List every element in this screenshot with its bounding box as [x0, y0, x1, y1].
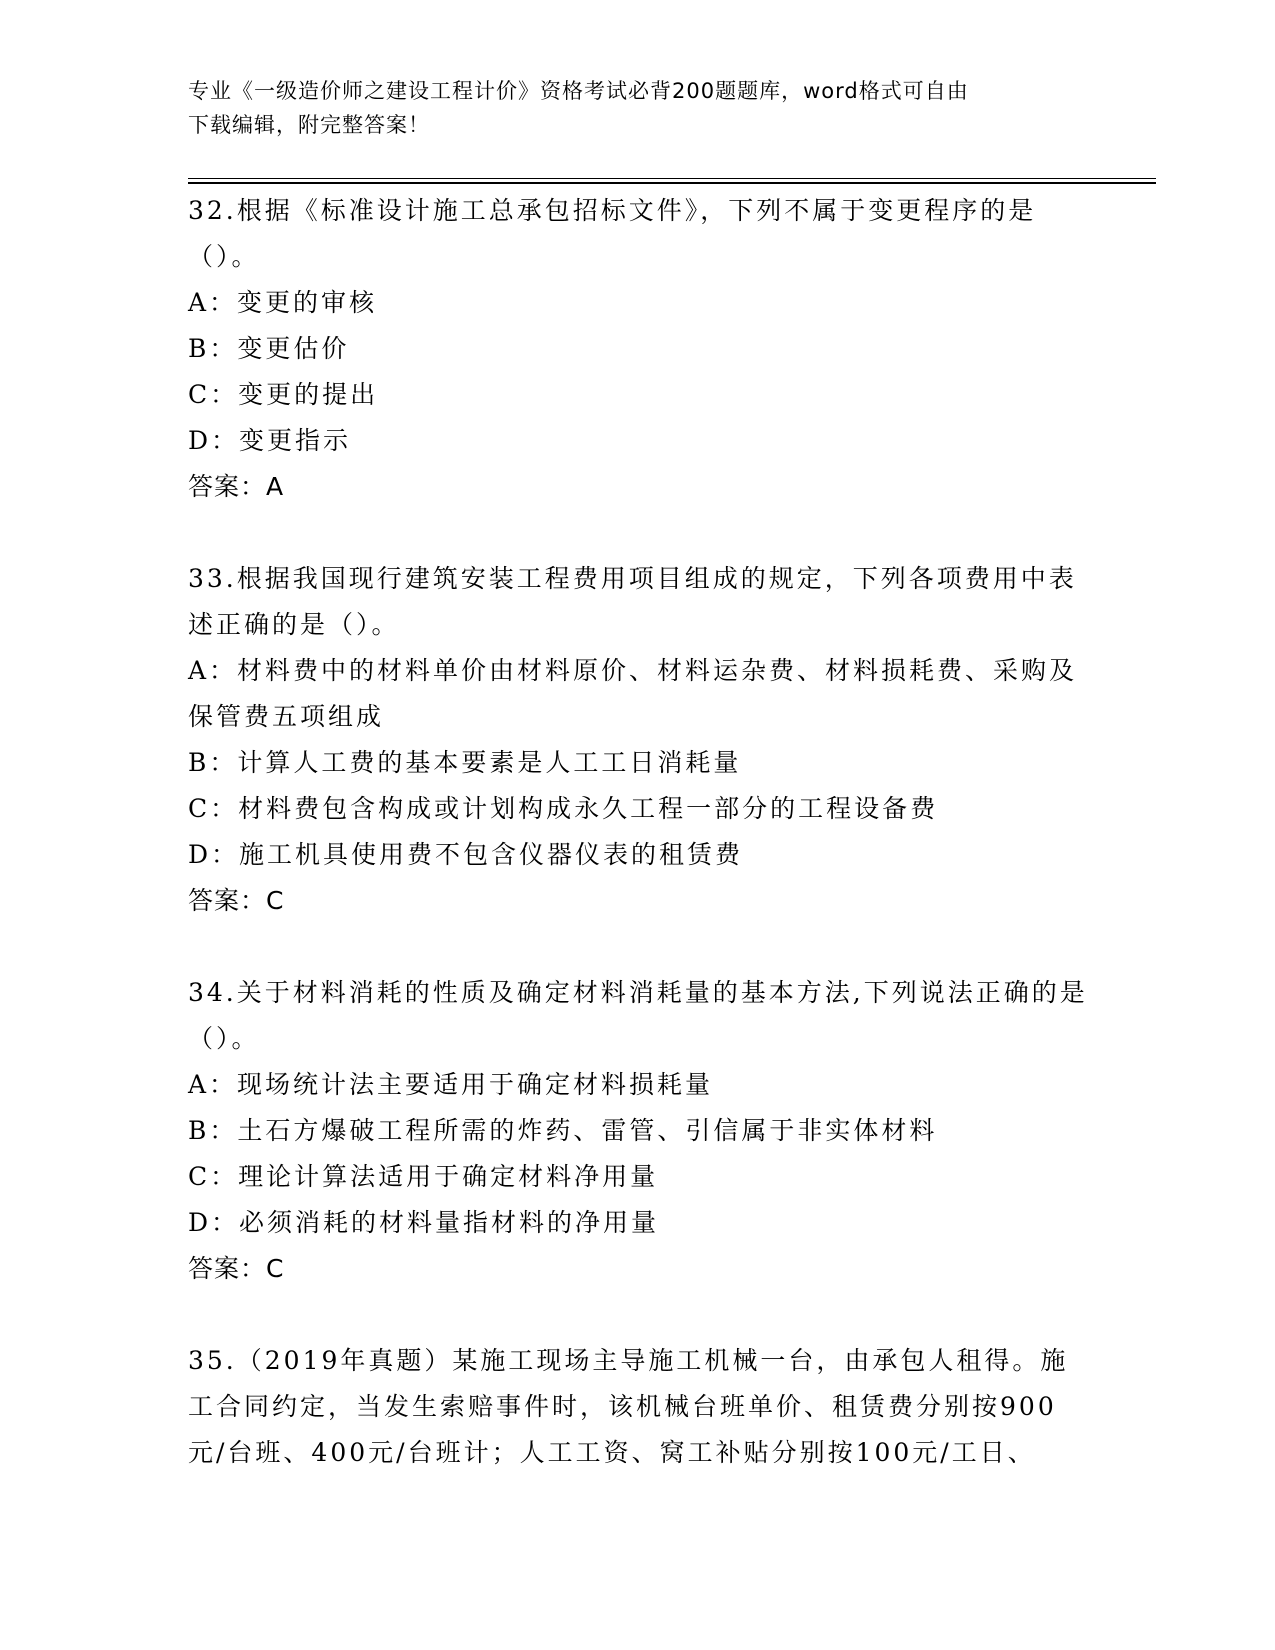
- question-33: [188, 556, 1088, 924]
- option-c: C：变更的提出: [188, 380, 379, 409]
- option-d: D：变更指示: [188, 426, 352, 455]
- spacer: [188, 1292, 1088, 1338]
- option-b: B：计算人工费的基本要素是人工工日消耗量: [188, 748, 742, 777]
- spacer: [188, 924, 1088, 970]
- question-34: [188, 970, 1088, 1292]
- option-a: A：变更的审核: [188, 288, 378, 317]
- header-line-1: 专业《一级造价师之建设工程计价》资格考试必背200题题库，word格式可自由: [188, 79, 969, 103]
- option-b: B：变更估价: [188, 334, 350, 363]
- question-stem: 35.（2019年真题）某施工现场主导施工机械一台，由承包人租得。施工合同约定，当发生索赔事件时，该机械台班单价、租赁费分别按900元/台班、400元/台班计；人工工资、窝工补贴分别按100元/工日、: [188, 1346, 1069, 1467]
- header-divider-thin: [188, 178, 1156, 179]
- spacer: [188, 510, 1088, 556]
- question-32: [188, 188, 1088, 510]
- question-stem: 33.根据我国现行建筑安装工程费用项目组成的规定，下列各项费用中表述正确的是（）。: [188, 564, 1077, 639]
- option-c: C：理论计算法适用于确定材料净用量: [188, 1162, 659, 1191]
- option-d: D：必须消耗的材料量指材料的净用量: [188, 1208, 660, 1237]
- question-stem: 32.根据《标准设计施工总承包招标文件》，下列不属于变更程序的是（）。: [188, 196, 1037, 271]
- option-d: D：施工机具使用费不包含仪器仪表的租赁费: [188, 840, 744, 869]
- answer: 答案：A: [188, 472, 285, 501]
- header-line-2: 下载编辑，附完整答案！: [188, 113, 430, 137]
- option-a: A：材料费中的材料单价由材料原价、材料运杂费、材料损耗费、采购及保管费五项组成: [188, 656, 1078, 731]
- option-b: B：土石方爆破工程所需的炸药、雷管、引信属于非实体材料: [188, 1116, 938, 1145]
- option-a: A：现场统计法主要适用于确定材料损耗量: [188, 1070, 714, 1099]
- option-c: C：材料费包含构成或计划构成永久工程一部分的工程设备费: [188, 794, 939, 823]
- header-divider-thick: [188, 182, 1156, 184]
- document-header: [188, 74, 1088, 142]
- answer: 答案：C: [188, 1254, 285, 1283]
- question-stem: 34.关于材料消耗的性质及确定材料消耗量的基本方法,下列说法正确的是（）。: [188, 978, 1088, 1053]
- question-35: [188, 1338, 1088, 1476]
- question-list: [188, 188, 1088, 1476]
- answer: 答案：C: [188, 886, 285, 915]
